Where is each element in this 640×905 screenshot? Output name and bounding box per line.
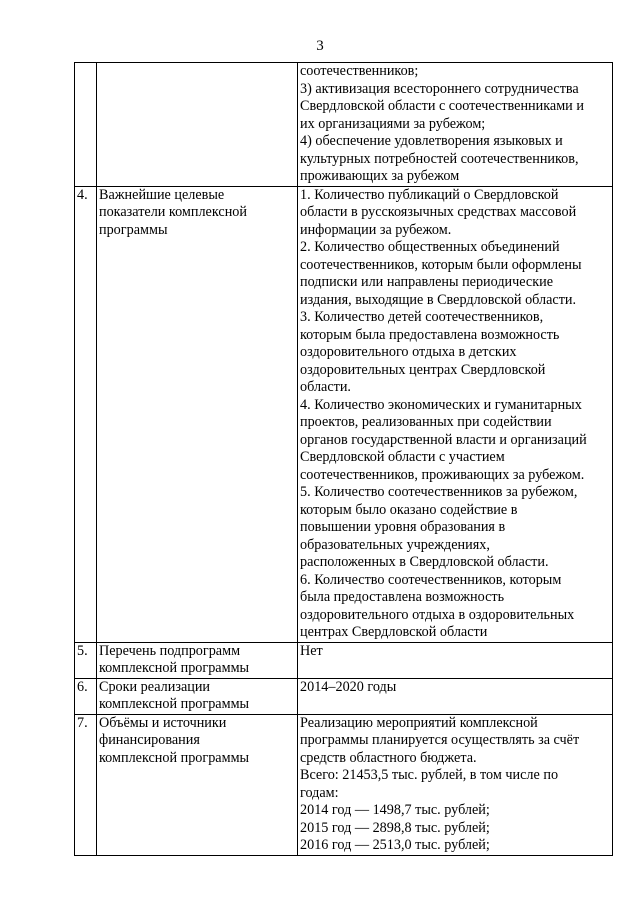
row-content-line: оздоровительных центрах Свердловской — [300, 361, 546, 378]
row-content-cell — [298, 678, 613, 714]
row-title-cell — [97, 63, 298, 187]
row-content-line: Нет — [300, 642, 323, 659]
row-content-line: 3. Количество детей соотечественников, — [300, 309, 544, 325]
row-content-line: Свердловской области с соотечественниками и — [300, 98, 584, 114]
row-title-cell — [97, 642, 298, 678]
row-content-line: культурных потребностей соотечественников, — [300, 150, 579, 167]
row-content-line: органов государственной власти и организаций — [300, 431, 587, 448]
row-content-line: Всего: 21453,5 тыс. рублей, в том числе по — [300, 767, 559, 783]
row-number-cell — [75, 63, 97, 187]
row-content-cell — [298, 186, 613, 642]
row-content-line: подписки или направлены периодические — [300, 274, 554, 290]
row-content-line: информации за рубежом. — [300, 221, 452, 238]
row-content-line: области. — [300, 379, 351, 395]
row-content-line: которым было оказано содействие в — [300, 501, 518, 518]
row-content-line: проживающих за рубежом — [300, 168, 460, 184]
table-row — [75, 186, 613, 642]
row-content-line: 4) обеспечение удовлетворения языковых и — [300, 133, 563, 149]
row-content-cell — [298, 63, 613, 187]
row-title-line: показатели комплексной — [99, 204, 247, 220]
row-content-line: была предоставлена возможность — [300, 589, 505, 605]
row-number-cell: 7. — [75, 714, 97, 855]
row-title-line: Важнейшие целевые — [99, 186, 225, 203]
row-title-line: комплексной программы — [99, 749, 250, 766]
table-row — [75, 678, 613, 714]
row-content-line: 3) активизация всестороннего сотрудничества — [300, 80, 579, 97]
table-row — [75, 642, 613, 678]
row-content-line: 2014 год — 1498,7 тыс. рублей; — [300, 802, 490, 818]
row-title-line: программы — [99, 221, 168, 238]
row-content-line: которым была предоставлена возможность — [300, 326, 560, 343]
row-content-line: области в русскоязычных средствах массовой — [300, 204, 577, 220]
row-content-cell — [298, 642, 613, 678]
row-content-line: 2014–2020 годы — [300, 678, 397, 695]
row-content-line: 6. Количество соотечественников, которым — [300, 571, 562, 588]
row-content-line: проектов, реализованных при содействии — [300, 414, 552, 430]
row-content-line: издания, выходящие в Свердловской области. — [300, 291, 577, 308]
row-content-cell — [298, 714, 613, 855]
row-content-line: средств областного бюджета. — [300, 749, 477, 766]
row-number-cell: 6. — [75, 678, 97, 714]
row-title-line: комплексной программы — [99, 696, 250, 712]
row-title-line: Объёмы и источники — [99, 714, 227, 731]
row-title-cell — [97, 678, 298, 714]
row-content-line: 2016 год — 2513,0 тыс. рублей; — [300, 837, 490, 853]
table-row — [75, 63, 613, 187]
row-content-line: центрах Свердловской области — [300, 624, 488, 640]
row-content-line: Свердловской области с участием — [300, 449, 505, 465]
row-content-line: расположенных в Свердловской области. — [300, 554, 549, 570]
row-title-line: Перечень подпрограмм — [99, 642, 241, 659]
row-content-line: оздоровительного отдыха в оздоровительных — [300, 606, 575, 623]
row-content-line: Реализацию мероприятий комплексной — [300, 714, 538, 731]
row-content-line: их организациями за рубежом; — [300, 115, 486, 132]
table-row — [75, 714, 613, 855]
row-title-cell — [97, 186, 298, 642]
row-content-line: 2. Количество общественных объединений — [300, 239, 560, 255]
row-content-line: повышении уровня образования в — [300, 519, 506, 535]
row-content-line: соотечественников, которым были оформлены — [300, 256, 582, 273]
table-body — [75, 63, 613, 856]
row-content-line: оздоровительного отдыха в детских — [300, 344, 517, 360]
row-content-line: программы планируется осуществлять за счёт — [300, 732, 580, 748]
row-title-line: финансирования — [99, 732, 200, 748]
program-passport-table — [74, 62, 613, 856]
row-content-line: 2015 год — 2898,8 тыс. рублей; — [300, 819, 490, 836]
row-title-line: комплексной программы — [99, 660, 250, 676]
row-content-line: 5. Количество соотечественников за рубежом, — [300, 484, 578, 500]
row-number-cell: 5. — [75, 642, 97, 678]
row-title-cell — [97, 714, 298, 855]
row-content-line: соотечественников, проживающих за рубежом. — [300, 466, 585, 483]
row-content-line: годам: — [300, 784, 339, 801]
row-content-line: 4. Количество экономических и гуманитарных — [300, 396, 582, 413]
row-content-line: соотечественников; — [300, 63, 419, 79]
page-number: 3 — [316, 38, 324, 54]
row-number-cell: 4. — [75, 186, 97, 642]
row-title-line: Сроки реализации — [99, 678, 211, 695]
row-content-line: 1. Количество публикаций о Свердловской — [300, 186, 559, 203]
row-content-line: образовательных учреждениях, — [300, 536, 490, 553]
